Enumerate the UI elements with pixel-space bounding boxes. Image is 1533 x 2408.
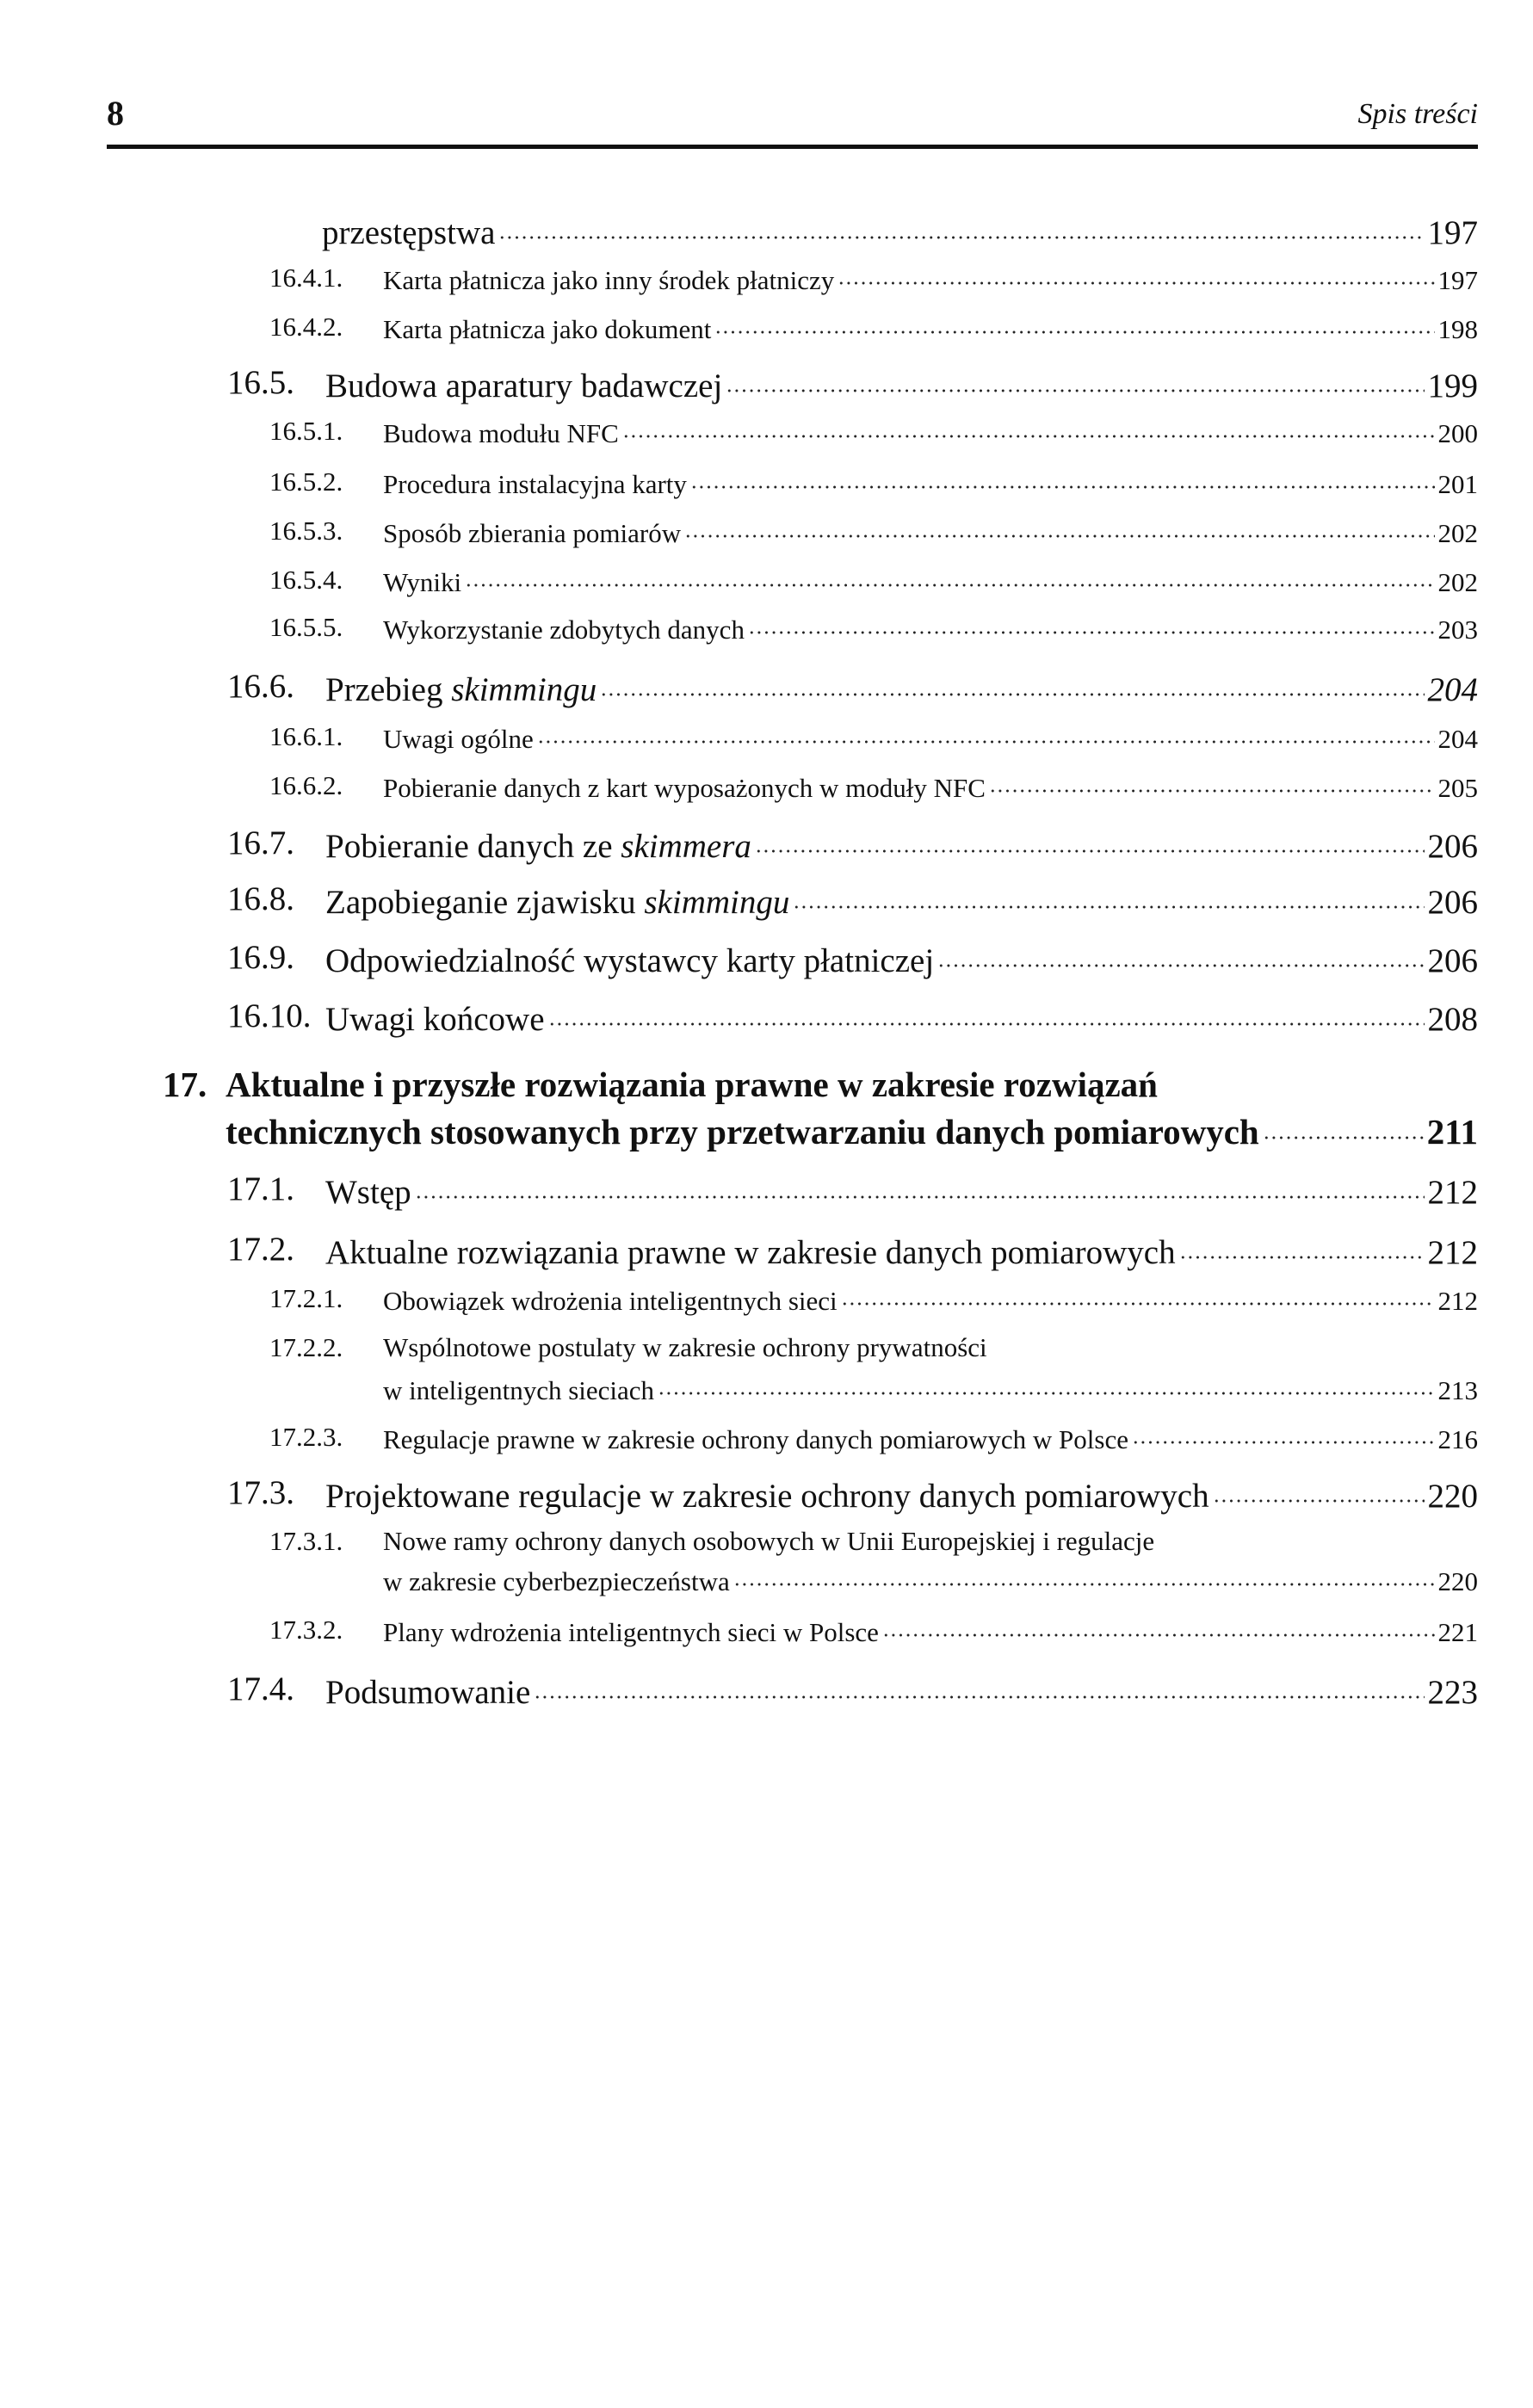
- entry-page: 211: [1426, 1112, 1478, 1152]
- entry-page: 205: [1437, 773, 1478, 804]
- entry-title-text: Pobieranie danych ze: [325, 827, 621, 865]
- dot-leader: [1213, 1473, 1425, 1507]
- running-title: Spis treści: [1357, 98, 1478, 130]
- toc-entry[interactable]: [383, 416, 1478, 449]
- dot-leader: [534, 1670, 1424, 1703]
- entry-title-text: Budowa aparatury badawczej: [325, 367, 723, 404]
- entry-title-text: Wstęp: [325, 1173, 411, 1211]
- entry-title: [322, 213, 495, 252]
- entry-title-text: Przebieg: [325, 670, 452, 708]
- entry-title-text: Podsumowanie: [325, 1673, 531, 1711]
- entry-title-italic: skimmingu: [451, 670, 597, 708]
- entry-number: 16.5.2.: [269, 466, 343, 497]
- entry-number: 17.3.: [227, 1473, 294, 1511]
- entry-title-text: technicznych stosowanych przy przetwarzaniu danych pomiarowych: [226, 1112, 1259, 1152]
- dot-leader: [690, 466, 1435, 493]
- toc-entry[interactable]: [325, 824, 1478, 866]
- entry-title: [325, 1477, 1209, 1516]
- entry-page: 202: [1437, 518, 1478, 549]
- entry-title: [383, 1286, 838, 1317]
- dot-leader: [537, 721, 1435, 748]
- entry-page: 200: [1437, 418, 1478, 449]
- entry-number: 16.5.1.: [269, 416, 343, 447]
- entry-title: [226, 1111, 1259, 1152]
- entry-title: [325, 942, 934, 980]
- dot-leader: [415, 1170, 1425, 1203]
- toc-entry[interactable]: [383, 312, 1478, 345]
- entry-title-text: Regulacje prawne w zakresie ochrony danych pomiarowych w Polsce: [383, 1424, 1128, 1455]
- entry-page: 199: [1427, 367, 1478, 404]
- toc-entry[interactable]: [325, 1473, 1478, 1516]
- entry-number: 16.4.1.: [269, 262, 343, 293]
- entry-number: 17.1.: [227, 1170, 294, 1207]
- toc-entry[interactable]: [383, 466, 1478, 500]
- entry-title-text: Aktualne rozwiązania prawne w zakresie danych pomiarowych: [325, 1233, 1176, 1271]
- entry-number: 17.2.3.: [269, 1422, 343, 1453]
- entry-title: [383, 518, 681, 549]
- entry-title-line1: Nowe ramy ochrony danych osobowych w Unii Europejskiej i regulacje: [383, 1526, 1155, 1557]
- toc-entry[interactable]: [383, 1564, 1478, 1597]
- entry-page: 220: [1427, 1477, 1478, 1515]
- entry-title: [383, 773, 986, 804]
- entry-title: [383, 469, 687, 500]
- entry-title-text: Obowiązek wdrożenia inteligentnych sieci: [383, 1286, 838, 1317]
- entry-page: 197: [1427, 213, 1478, 251]
- dot-leader: [838, 262, 1434, 289]
- entry-title-text: Projektowane regulacje w zakresie ochrony danych pomiarowych: [325, 1477, 1209, 1515]
- dot-leader: [684, 516, 1434, 542]
- toc-entry[interactable]: [325, 667, 1478, 709]
- toc-entry[interactable]: [383, 1422, 1478, 1455]
- dot-leader: [937, 938, 1424, 972]
- entry-title-italic: skimmingu: [644, 883, 790, 921]
- entry-number: 16.10.: [227, 997, 312, 1034]
- entry-title-text: w zakresie cyberbezpieczeństwa: [383, 1566, 730, 1597]
- entry-number: 16.5.4.: [269, 565, 343, 596]
- toc-entry[interactable]: [325, 1230, 1478, 1272]
- dot-leader: [755, 824, 1425, 857]
- entry-title-italic: skimmera: [621, 827, 751, 865]
- entry-number: 16.5.3.: [269, 516, 343, 546]
- entry-title: [325, 1233, 1176, 1272]
- entry-number: 17.3.1.: [269, 1526, 343, 1557]
- entry-title-text: Uwagi końcowe: [325, 1000, 545, 1038]
- entry-title: [383, 614, 745, 645]
- entry-number: 16.4.2.: [269, 312, 343, 343]
- entry-page: 198: [1437, 314, 1478, 345]
- dot-leader: [1132, 1422, 1435, 1448]
- toc-entry[interactable]: [383, 1283, 1478, 1317]
- entry-title-text: Wyniki: [383, 567, 462, 598]
- entry-page: 204: [1427, 670, 1478, 708]
- entry-title: [383, 567, 461, 598]
- entry-title-text: Karta płatnicza jako dokument: [383, 314, 712, 345]
- entry-title: [325, 1000, 545, 1039]
- entry-title-text: Odpowiedzialność wystawcy karty płatniczej: [325, 942, 935, 979]
- entry-page: 212: [1427, 1233, 1478, 1271]
- dot-leader: [1263, 1108, 1424, 1144]
- entry-page: 220: [1437, 1566, 1478, 1597]
- toc-entry[interactable]: [383, 721, 1478, 755]
- entry-number: 17.3.2.: [269, 1615, 343, 1645]
- entry-number: 16.5.5.: [269, 612, 343, 643]
- toc-entry[interactable]: [383, 516, 1478, 549]
- entry-title: [383, 418, 619, 449]
- dot-leader: [989, 770, 1435, 797]
- entry-title-line1: Aktualne i przyszłe rozwiązania prawne w zakresie rozwiązań: [226, 1065, 1158, 1105]
- entry-title: [383, 1617, 879, 1648]
- entry-page: 208: [1427, 1000, 1478, 1038]
- entry-title-text: Zapobieganie zjawisku: [325, 883, 645, 921]
- entry-number: 16.9.: [227, 938, 294, 976]
- entry-title-text: Procedura instalacyjna karty: [383, 469, 687, 500]
- entry-title-text: Plany wdrożenia inteligentnych sieci w Polsce: [383, 1617, 879, 1648]
- toc-entry[interactable]: [325, 1170, 1478, 1212]
- entry-page: 206: [1427, 827, 1478, 865]
- entry-page: 212: [1427, 1173, 1478, 1211]
- entry-title: [325, 1673, 530, 1712]
- entry-title-text: Budowa modułu NFC: [383, 418, 619, 449]
- header-rule: [107, 145, 1478, 149]
- entry-number: 17.2.2.: [269, 1332, 343, 1363]
- toc-entry[interactable]: [383, 1373, 1478, 1406]
- entry-title-text: Wykorzystanie zdobytych danych: [383, 614, 745, 645]
- toc-entry[interactable]: [383, 565, 1478, 598]
- toc-entry[interactable]: [383, 1615, 1478, 1648]
- entry-number: 16.6.1.: [269, 721, 343, 752]
- entry-title: [383, 1566, 730, 1597]
- toc-entry[interactable]: [322, 210, 1478, 252]
- dot-leader: [658, 1373, 1434, 1399]
- entry-title-text: Sposób zbierania pomiarów: [383, 518, 682, 549]
- dot-leader: [714, 312, 1434, 338]
- dot-leader: [498, 210, 1424, 244]
- entry-number: 16.8.: [227, 880, 294, 917]
- dot-leader: [548, 997, 1425, 1030]
- entry-title-text: Uwagi ogólne: [383, 724, 534, 755]
- toc-entry[interactable]: [226, 1108, 1478, 1152]
- toc-entry[interactable]: [325, 363, 1478, 405]
- entry-title: [383, 724, 534, 755]
- entry-number: 17.2.: [227, 1230, 294, 1268]
- entry-page: 212: [1437, 1286, 1478, 1317]
- dot-leader: [733, 1564, 1435, 1590]
- entry-title: [383, 1424, 1128, 1455]
- toc-entry[interactable]: [325, 1670, 1478, 1712]
- entry-title: [325, 670, 597, 709]
- entry-title: [383, 265, 834, 296]
- entry-number: 16.5.: [227, 363, 294, 401]
- entry-page: 216: [1437, 1424, 1478, 1455]
- toc-entry[interactable]: [383, 262, 1478, 296]
- entry-number: 17.4.: [227, 1670, 294, 1707]
- entry-page: 202: [1437, 567, 1478, 598]
- toc-entry[interactable]: [383, 612, 1478, 645]
- dot-leader: [841, 1283, 1435, 1310]
- entry-number: 17.: [163, 1065, 207, 1105]
- entry-title: [325, 883, 789, 922]
- entry-title: [325, 827, 751, 866]
- entry-number: 16.6.: [227, 667, 294, 705]
- entry-page: 206: [1427, 883, 1478, 921]
- toc-entry[interactable]: [325, 997, 1478, 1039]
- entry-page: 204: [1437, 724, 1478, 755]
- toc-entry[interactable]: [383, 770, 1478, 804]
- dot-leader: [726, 363, 1424, 397]
- entry-title-text: Pobieranie danych z kart wyposażonych w moduły NFC: [383, 773, 986, 804]
- entry-page: 197: [1437, 265, 1478, 296]
- entry-title-text: Karta płatnicza jako inny środek płatniczy: [383, 265, 835, 296]
- entry-page: 213: [1437, 1375, 1478, 1406]
- dot-leader: [748, 612, 1435, 639]
- entry-title-text: przestępstwa: [322, 213, 496, 251]
- entry-page: 206: [1427, 942, 1478, 979]
- toc-entry[interactable]: [325, 938, 1478, 980]
- dot-leader: [882, 1615, 1435, 1641]
- entry-page: 221: [1437, 1617, 1478, 1648]
- entry-page: 201: [1437, 469, 1478, 500]
- dot-leader: [622, 416, 1435, 442]
- entry-number: 17.2.1.: [269, 1283, 343, 1314]
- entry-number: 16.6.2.: [269, 770, 343, 801]
- entry-title-line1: Wspólnotowe postulaty w zakresie ochrony prywatności: [383, 1332, 987, 1363]
- entry-title: [383, 314, 711, 345]
- entry-number: 16.7.: [227, 824, 294, 861]
- entry-page: 203: [1437, 614, 1478, 645]
- entry-title: [383, 1375, 654, 1406]
- entry-page: 223: [1427, 1673, 1478, 1711]
- toc-entry[interactable]: [325, 880, 1478, 922]
- dot-leader: [600, 667, 1424, 701]
- dot-leader: [1179, 1230, 1425, 1263]
- dot-leader: [793, 880, 1424, 913]
- entry-title-text: w inteligentnych sieciach: [383, 1375, 655, 1406]
- page-number: 8: [107, 94, 124, 133]
- dot-leader: [465, 565, 1434, 591]
- entry-title: [325, 1173, 411, 1212]
- entry-title: [325, 367, 722, 405]
